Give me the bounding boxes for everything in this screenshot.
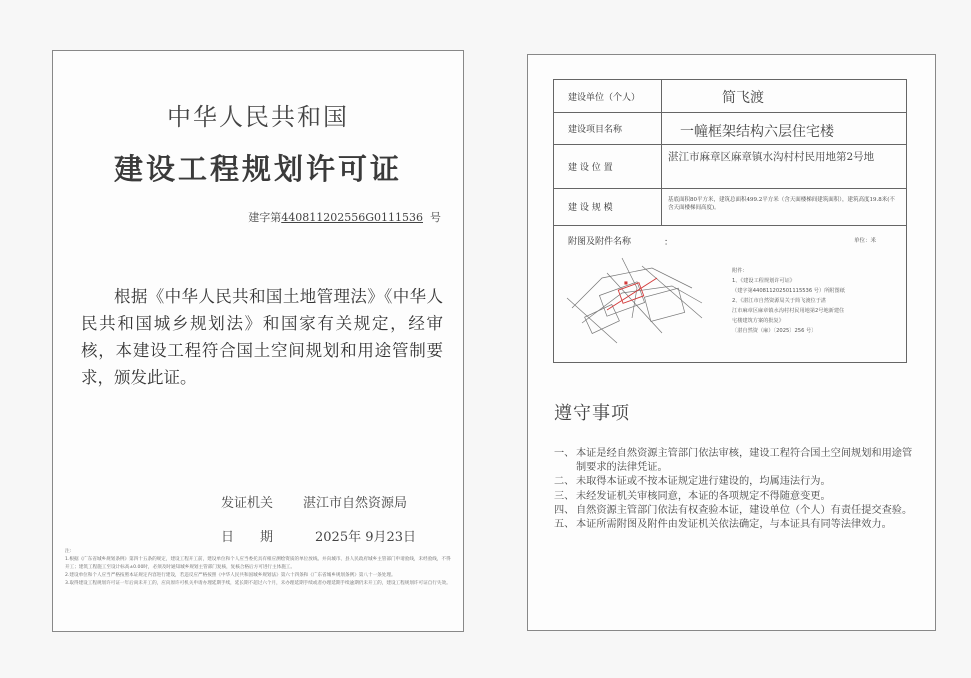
- attachment-line: 江市麻章区麻章镇水沟村村民用地第2号地新建住: [732, 308, 845, 314]
- note-line: 1.根据《广东省城乡规划条例》第四十五条的规定，建设工程开工前，建设单位和个人应当委托具有相应测绘资质的单位放线。并向城市、县人民政府城乡主管部门申请验线，未经验线，不得开工；建筑工程施工至设计标高±0.00时，必须及时通知城乡规划主管部门复核，复核合格后方可进行主体施工。: [65, 557, 451, 570]
- number-prefix: 建字第: [248, 211, 282, 224]
- project-info-table: [553, 79, 907, 363]
- list-item: [554, 447, 914, 475]
- table-row: [554, 188, 906, 226]
- item-number: 一、: [554, 448, 575, 459]
- list-item: [554, 490, 914, 504]
- attachment-line: 2、《湛江市自然资源局关于简飞渡位于湛: [732, 298, 827, 304]
- attachment-line: 附件：: [732, 268, 748, 274]
- list-item: [554, 518, 914, 532]
- attachment-line: 〔湛自然资（麻）〔2025〕256 号〕: [732, 328, 817, 334]
- item-number: 五、: [554, 519, 575, 531]
- date-value: 2025年 9月23日: [315, 530, 417, 545]
- certificate-front-page: [52, 50, 464, 632]
- project-value: 一幢框架结构六层住宅楼: [680, 124, 834, 140]
- item-number: 二、: [554, 476, 575, 488]
- item-text: 本证是经自然资源主管部门依法审核，建设工程符合国土空间规划和用途管制要求的法律凭证。: [576, 448, 913, 474]
- certificate-number: [248, 209, 441, 225]
- builder-value: 简飞渡: [722, 90, 764, 106]
- certificate-title: 建设工程规划许可证: [113, 152, 402, 186]
- item-text: 本证所需附图及附件由发证机关依法确定，与本证具有同等法律效力。: [576, 519, 892, 531]
- item-text: 自然资源主管部门依法有权查验本证，建设单位（个人）有责任提交查验。: [576, 504, 913, 516]
- builder-label: 建设单位（个人）: [554, 80, 662, 112]
- list-item: [554, 475, 914, 489]
- note-line: 注:: [65, 549, 72, 554]
- number-suffix: 号: [430, 211, 441, 224]
- location-value: 湛江市麻章区麻章镇水沟村村民用地第2号地: [668, 151, 875, 163]
- certificate-body: 根据《中华人民共和国土地管理法》《中华人民共和国城乡规划法》和国家有关规定，经审核，本建设工程符合国土空间规划和用途管制要求，颁发此证。: [81, 287, 443, 387]
- attachment-label: 附图及附件名称: [568, 237, 632, 247]
- notes-block: [65, 548, 451, 588]
- svg-text:■: ■: [624, 280, 628, 285]
- list-item: [554, 504, 914, 518]
- date-label: 日期: [221, 530, 300, 545]
- scale-value: 基底面积80平方米，建筑总面积499.2平方米（含天面楼梯间建筑面积），建筑高度19.8米(不含天面楼梯间高度)。: [668, 197, 895, 211]
- issuer-value: 湛江市自然资源局: [303, 496, 408, 511]
- obey-list: [554, 447, 914, 532]
- site-plan-map: [562, 248, 722, 348]
- country-name: 中华人民共和国: [167, 103, 349, 131]
- location-label: 建 设 位 置: [554, 144, 662, 188]
- item-text: 未取得本证或不按本证规定进行建设的，均属违法行为。: [576, 476, 831, 488]
- table-row: [554, 80, 906, 113]
- attachment-line: 1、《建设工程规划许可证》: [732, 278, 795, 284]
- attachment-line: 宅楼建筑方案的批复》: [732, 318, 784, 324]
- project-label: 建设项目名称: [554, 112, 662, 144]
- scale-label: 建 设 规 模: [554, 188, 662, 225]
- number-value: 440811202556G0111536: [281, 211, 423, 224]
- table-row: [554, 144, 906, 189]
- issuer-label: 发证机关: [221, 496, 274, 511]
- item-number: 四、: [554, 504, 575, 516]
- item-text: 未经发证机关审核同意，本证的各项规定不得随意变更。: [576, 490, 831, 502]
- note-line: 3.取得建设工程规划许可证一年后尚未开工的，应向原许可机关申请办理延期手续，延长期不超过六个月，未办理延期手续或者办理延期手续逾期仍未开工的，建设工程规划许可证自行失效。: [65, 581, 451, 586]
- attachment-colon: ：: [664, 238, 674, 248]
- table-row: [554, 112, 906, 145]
- unit-label: 单位：米: [853, 238, 876, 244]
- attachment-notes: [732, 266, 902, 336]
- obey-section-title: 遵守事项: [554, 403, 630, 424]
- note-line: 2.建设单位和个人应当严格按照本证规定内容进行建设，若违反应严格按照《中华人民共和国城乡规划法》第六十四条和《广东省城乡规划条例》第八十一条处理。: [65, 573, 396, 578]
- attachment-line: （建字第440811202501115536 号）所附图纸: [732, 288, 845, 294]
- certificate-back-page: [527, 54, 936, 631]
- item-number: 三、: [554, 490, 575, 502]
